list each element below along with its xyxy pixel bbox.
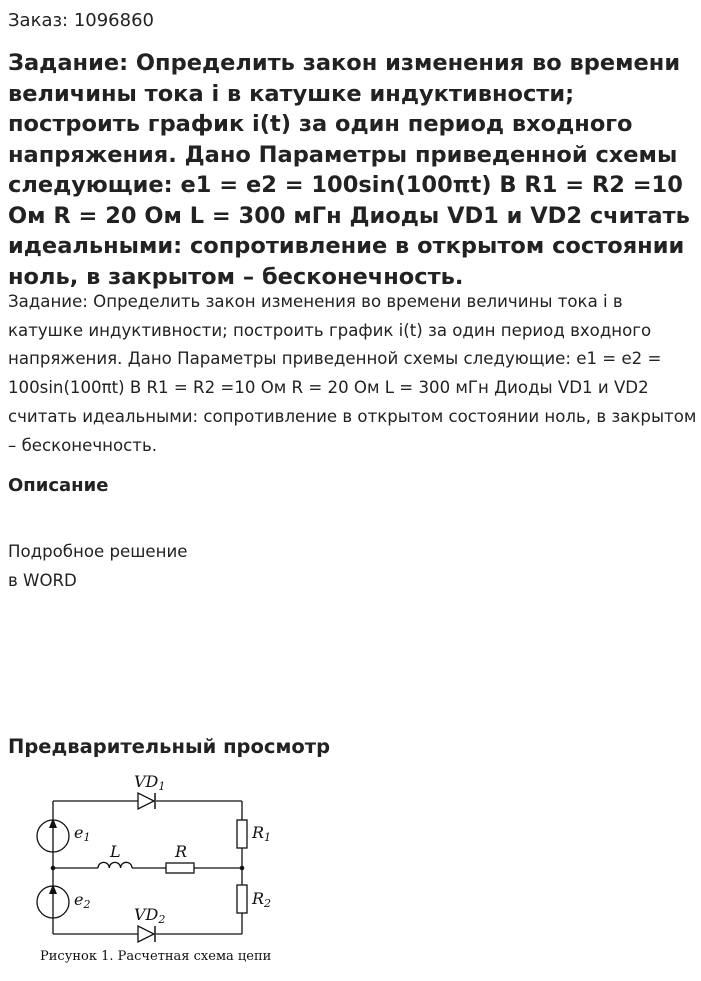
order-number: Заказ: 1096860 xyxy=(8,10,154,31)
diode-vd1 xyxy=(138,793,155,809)
figure-caption: Рисунок 1. Расчетная схема цепи xyxy=(40,949,272,964)
description-line-1: Подробное решение xyxy=(8,542,188,561)
source-e1 xyxy=(37,818,69,852)
label-r: R xyxy=(175,842,188,861)
resistor-r xyxy=(166,863,194,873)
description-text xyxy=(8,537,188,595)
label-e1: e1 xyxy=(74,823,91,844)
label-r1: R1 xyxy=(252,823,272,844)
junction-right xyxy=(240,866,245,871)
label-vd2: VD2 xyxy=(134,905,166,926)
label-vd1: VD1 xyxy=(134,772,166,793)
junction-left xyxy=(51,866,56,871)
description-heading: Описание xyxy=(8,475,109,496)
resistor-r1 xyxy=(237,820,247,848)
label-r2: R2 xyxy=(252,889,272,910)
circuit-diagram xyxy=(30,768,300,948)
description-line-2: в WORD xyxy=(8,571,77,590)
resistor-r2 xyxy=(237,885,247,913)
preview-heading: Предварительный просмотр xyxy=(8,735,331,758)
diode-vd2 xyxy=(138,926,155,942)
label-l: L xyxy=(110,842,121,861)
task-title: Задание: Определить закон изменения во времени величины тока i в катушке индуктивности; построить график i(t) за один период входного напряжения. Дано Параметры приведенной схемы следующие: e1 = e2 = 100sin(100πt) В R1 = R2 =10 Ом R = 20 Ом L = 300 мГн Диоды VD1 и VD2 считать идеальными: сопротивление в открытом состоянии ноль, в закрытом – бесконечность. xyxy=(8,50,690,290)
source-e2 xyxy=(37,884,69,918)
task-text: Задание: Определить закон изменения во времени величины тока i в катушке индуктивности; построить график i(t) за один период входного напряжения. Дано Параметры приведенной схемы следующие: e1 = e2 = 100sin(100πt) В R1 = R2 =10 Ом R = 20 Ом L = 300 мГн Диоды VD1 и VD2 считать идеальными: сопротивление в открытом состоянии ноль, в закрытом – бесконечность. xyxy=(8,292,697,455)
label-e2: e2 xyxy=(74,890,91,911)
inductor-l xyxy=(98,862,132,868)
